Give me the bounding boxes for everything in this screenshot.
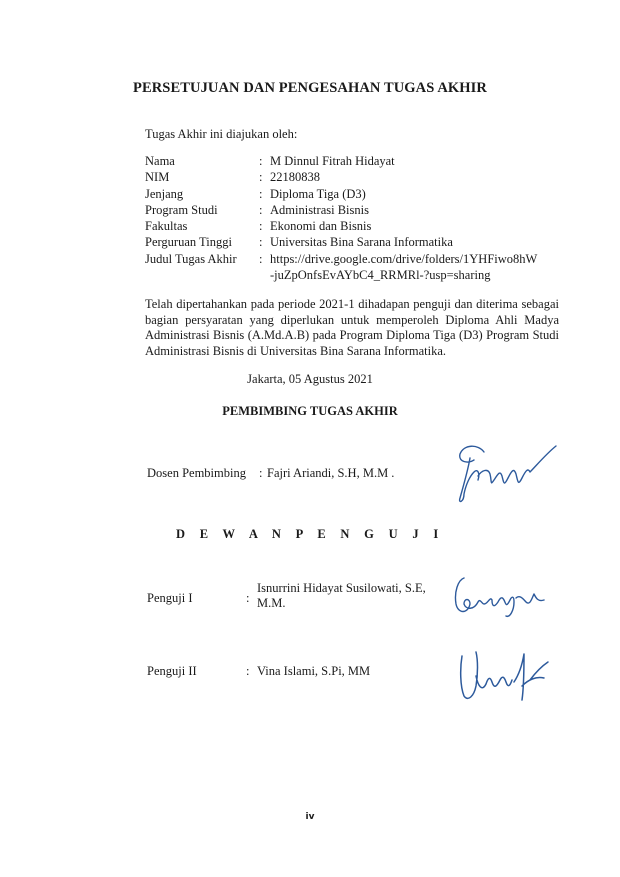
penguji-1-signature-icon bbox=[450, 570, 550, 622]
approval-paragraph: Telah dipertahankan pada periode 2021-1 dihadapan penguji dan diterima sebagai bagian persyaratan yang diperlukan untuk memperoleh Diploma Ahli Madya Administrasi Bisnis (A.Md.A.B) pada Program Diploma Tiga (D3) Program Studi Administrasi Bisnis di Universitas Bina Sarana Informatika. bbox=[145, 297, 559, 358]
identity-value: Ekonomi dan Bisnis bbox=[270, 219, 372, 234]
section-title-dewan-penguji: D E W A N P E N G U J I bbox=[175, 527, 445, 541]
page-number: iv bbox=[305, 812, 315, 822]
penguji-label: Penguji I bbox=[147, 591, 193, 605]
identity-label: Program Studi bbox=[145, 202, 218, 217]
place-date: Jakarta, 05 Agustus 2021 bbox=[247, 372, 373, 386]
identity-label: Judul Tugas Akhir bbox=[145, 251, 237, 266]
pembimbing-name: Fajri Ariandi, S.H, M.M . bbox=[267, 466, 395, 480]
page-title: PERSETUJUAN DAN PENGESAHAN TUGAS AKHIR bbox=[132, 80, 487, 96]
penguji-name: Vina Islami, S.Pi, MM bbox=[257, 664, 371, 678]
pembimbing-label: Dosen Pembimbing bbox=[147, 466, 246, 480]
identity-row-fakultas bbox=[145, 218, 540, 234]
identity-separator: : bbox=[259, 170, 263, 185]
identity-link[interactable]: https://drive.google.com/drive/folders/1YHFiwo8hW-juZpOnfsEvAYbC4_RRMRl-?usp=sharing bbox=[270, 251, 538, 283]
identity-value: Administrasi Bisnis bbox=[270, 202, 369, 217]
identity-row-judul bbox=[145, 251, 540, 284]
identity-label: NIM bbox=[145, 170, 170, 185]
identity-value: 22180838 bbox=[270, 170, 320, 185]
identity-label: Fakultas bbox=[145, 219, 188, 234]
identity-row-nim bbox=[145, 169, 540, 185]
pembimbing-separator: : bbox=[259, 466, 263, 480]
identity-table bbox=[145, 153, 540, 283]
identity-separator: : bbox=[259, 219, 263, 234]
identity-row-jenjang bbox=[145, 186, 540, 202]
identity-separator: : bbox=[259, 154, 263, 168]
penguji-row-1 bbox=[147, 581, 447, 617]
intro-text: Tugas Akhir ini diajukan oleh: bbox=[145, 127, 298, 141]
penguji-row-2 bbox=[147, 664, 447, 684]
identity-label: Perguruan Tinggi bbox=[145, 235, 232, 250]
identity-row-nama bbox=[145, 153, 540, 169]
penguji-separator: : bbox=[246, 664, 250, 678]
pembimbing-signature-icon bbox=[452, 440, 562, 506]
identity-separator: : bbox=[259, 186, 263, 201]
identity-value: Universitas Bina Sarana Informatika bbox=[270, 235, 453, 250]
identity-row-perguruan-tinggi bbox=[145, 234, 540, 250]
identity-label: Nama bbox=[145, 154, 175, 168]
section-title-pembimbing: PEMBIMBING TUGAS AKHIR bbox=[222, 404, 398, 418]
identity-separator: : bbox=[259, 235, 263, 250]
identity-separator: : bbox=[259, 251, 263, 266]
penguji-label: Penguji II bbox=[147, 664, 197, 678]
identity-label: Jenjang bbox=[145, 186, 184, 201]
identity-value: M Dinnul Fitrah Hidayat bbox=[270, 154, 395, 168]
identity-separator: : bbox=[259, 202, 263, 217]
penguji-name: Isnurrini Hidayat Susilowati, S.E, M.M. bbox=[257, 581, 426, 610]
penguji-separator: : bbox=[246, 591, 250, 605]
identity-value: Diploma Tiga (D3) bbox=[270, 186, 366, 201]
identity-row-program-studi bbox=[145, 202, 540, 218]
penguji-2-signature-icon bbox=[452, 646, 556, 706]
